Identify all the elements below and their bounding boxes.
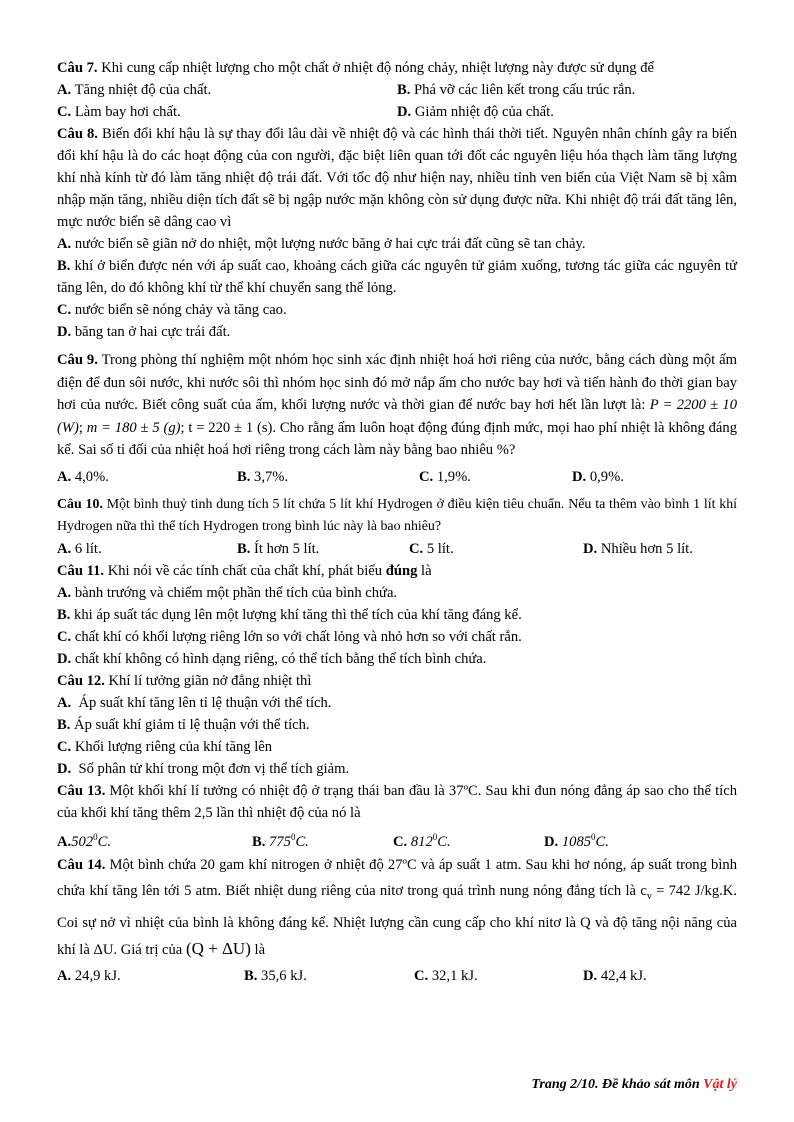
option-c: C. nước biển sẽ nóng chảy và tăng cao. <box>57 302 287 318</box>
option-c: C. 1,9%. <box>419 468 471 485</box>
option-a: A.502$^0$C. <box>57 831 111 850</box>
question-10 <box>57 494 737 538</box>
option-c: C. 5 lít. <box>409 540 454 557</box>
question-number: Câu 10. <box>57 496 103 512</box>
option-d: D. 1085$^0$C. <box>544 831 609 850</box>
option-a: A. nước biển sẽ giãn nở do nhiệt, một lượng nước băng ở hai cực trái đất cũng sẽ tan chảy. <box>57 236 586 252</box>
mass-expression: m = 180 ± 5 (g) <box>86 419 181 436</box>
option-b: B. 3,7%. <box>237 468 289 485</box>
question-stem-continued: . Cho rằng ấm luôn hoạt động đúng định mức, mọi hao phí nhiệt là không đáng kể. Sai số tỉ đối của nhiệt hoá hơi riêng trong cách làm này bằng bao nhiêu %? <box>57 419 737 458</box>
question-number: Câu 8. <box>57 126 98 142</box>
question-7 <box>57 57 737 79</box>
question-9 <box>57 349 737 462</box>
question-stem: Một khối khí lí tưởng có nhiệt độ ở trạng thái ban đầu là 37ºC. Sau khi đun nóng đẳng áp sao cho thể tích của khối khí tăng thêm 2,5 lần thì nhiệt độ của nó là <box>57 782 737 821</box>
option-c: C. 32,1 kJ. <box>414 968 478 985</box>
subscript-v: v <box>646 891 652 903</box>
page-footer <box>531 1074 737 1096</box>
question-stem: Một bình thuỷ tinh dung tích 5 lít chứa 5 lít khí Hydrogen ở điều kiện tiêu chuẩn. Nếu ta thêm vào bình 1 lít khí Hydrogen nữa thì thể tích Hydrogen trong bình lúc này là bao nhiêu? <box>57 496 738 534</box>
question-12 <box>57 670 737 692</box>
question-13 <box>57 780 737 824</box>
question-stem: Biến đổi khí hậu là sự thay đổi lâu dài về nhiệt độ và các hình thái thời tiết. Nguyên nhân chính gây ra biến đổi khí hậu là do các hoạt động của con người, đặc biệt liên quan tới đốt các nguyên liệu hóa thạch làm tăng lượng khí nhà kính từ đó làm tăng nhiệt độ trái đất. Với tốc độ như hiện nay, nhiều tỉnh ven biển của Việt Nam sẽ bị xâm nhập mặn tăng, nhiều diện tích đất sẽ bị ngập nước mặn không còn sử dụng được nữa. Khi nhiệt độ trái đất tăng lên, mực nước biển sẽ dâng cao vì <box>57 126 738 230</box>
emphasis-word: đúng <box>385 562 418 579</box>
power-expression: P = 2200 ± 10 (W) <box>57 397 737 436</box>
option-d: D. 42,4 kJ. <box>583 968 647 985</box>
option-b: B. $775^0C$. <box>252 831 309 850</box>
separator: ; <box>180 419 185 436</box>
question-number: Câu 14. <box>57 857 106 874</box>
option-b: B. khi áp suất tác dụng lên một lượng khí tăng thì thể tích của khí tăng đáng kể. <box>57 606 522 623</box>
question-stem-end: là <box>254 942 266 959</box>
option-a: A. 4,0%. <box>57 468 109 485</box>
option-a: A. 6 lít. <box>57 540 102 557</box>
option-d: D. Giảm nhiệt độ của chất. <box>397 104 554 120</box>
option-c: C. Khối lượng riêng của khí tăng lên <box>57 738 273 755</box>
option-a: A. Áp suất khí tăng lên tỉ lệ thuận với thể tích. <box>57 694 332 711</box>
options-row <box>57 79 737 101</box>
option-c: C. Làm bay hơi chất. <box>57 104 181 120</box>
option-d: D. 0,9%. <box>572 468 624 485</box>
question-number: Câu 13. <box>57 782 106 799</box>
footer-subject: Vật lý <box>703 1077 737 1092</box>
question-number: Câu 12. <box>57 672 105 689</box>
option-c: C. chất khí có khối lượng riêng lớn so với chất lỏng và nhỏ hơn so với chất rắn. <box>57 628 522 645</box>
question-8 <box>57 123 737 233</box>
option-b: B. 35,6 kJ. <box>244 968 307 985</box>
options-row <box>57 538 737 560</box>
option-b: B. Áp suất khí giảm tỉ lệ thuận với thể tích. <box>57 716 310 733</box>
question-stem-end: là <box>421 562 432 579</box>
question-14 <box>57 852 737 963</box>
expression: (Q + ΔU) <box>185 939 251 959</box>
option-c: C. $812^0C$. <box>393 831 451 850</box>
question-stem: Khi cung cấp nhiệt lượng cho một chất ở nhiệt độ nóng chảy, nhiệt lượng này được sử dụng để <box>101 60 654 76</box>
option-d: D. chất khí không có hình dạng riêng, có thể tích bằng thể tích bình chứa. <box>57 650 487 667</box>
option-b: B. Ít hơn 5 lít. <box>237 540 320 557</box>
options-row <box>57 826 737 853</box>
exam-page-content <box>57 57 737 987</box>
question-stem-continued: = 742 J/kg.K. Coi sự nở vì nhiệt của bình là không đáng kể. Nhiệt lượng cần cung cấp cho khí nitơ là Q và độ tăng nội năng của khí là ΔU. Giá trị của <box>57 883 737 959</box>
option-a: A. Tăng nhiệt độ của chất. <box>57 82 212 98</box>
option-a: A. bành trướng và chiếm một phần thể tích của bình chứa. <box>57 584 398 601</box>
option-d: D. Nhiều hơn 5 lít. <box>583 540 693 557</box>
option-d: D. Số phân tử khí trong một đơn vị thể tích giảm. <box>57 760 350 777</box>
option-d: D. băng tan ở hai cực trái đất. <box>57 324 231 340</box>
option-a: A. 24,9 kJ. <box>57 968 121 985</box>
separator: ; <box>78 419 83 436</box>
question-stem: Khi nói về các tính chất của chất khí, phát biểu <box>107 562 383 579</box>
options-row <box>57 101 737 123</box>
question-stem: Khí lí tưởng giãn nở đẳng nhiệt thì <box>108 672 312 689</box>
question-11 <box>57 560 737 582</box>
question-number: Câu 11. <box>57 562 105 579</box>
options-row <box>57 965 737 987</box>
question-number: Câu 9. <box>57 352 98 368</box>
option-b: B. khí ở biển được nén với áp suất cao, khoảng cách giữa các nguyên tử giảm xuống, tương tác giữa các nguyên tử tăng lên, do đó không khí từ thể khí chuyển sang thể lỏng. <box>57 258 737 296</box>
question-number: Câu 7. <box>57 60 98 76</box>
question-stem: Trong phòng thí nghiệm một nhóm học sinh xác định nhiệt hoá hơi riêng của nước, bằng cách dùng một ấm điện để đun sôi nước, khi nước sôi thì nhóm học sinh đó mở nắp ấm cho nước bay hơi và tiến hành đo thời gian bay hơi của nước. Biết công suất của ấm, khối lượng nước và thời gian để nước bay hơi hết lần lượt là: <box>57 352 738 413</box>
question-stem: Một bình chứa 20 gam khí nitrogen ở nhiệt độ 27ºC và áp suất 1 atm. Sau khi hơ nóng, áp suất trong bình chứa khí tăng lên tới 5 atm. Biết nhiệt dung riêng của nitơ trong quá trình nung nóng đẳng tích là c <box>57 857 737 900</box>
time-expression: t = 220 ± 1 (s) <box>188 419 273 436</box>
footer-page-label: Trang 2/10. Đề khảo sát môn <box>531 1077 700 1092</box>
options-row <box>57 466 737 488</box>
option-b: B. Phá vỡ các liên kết trong cấu trúc rắn. <box>397 82 636 98</box>
